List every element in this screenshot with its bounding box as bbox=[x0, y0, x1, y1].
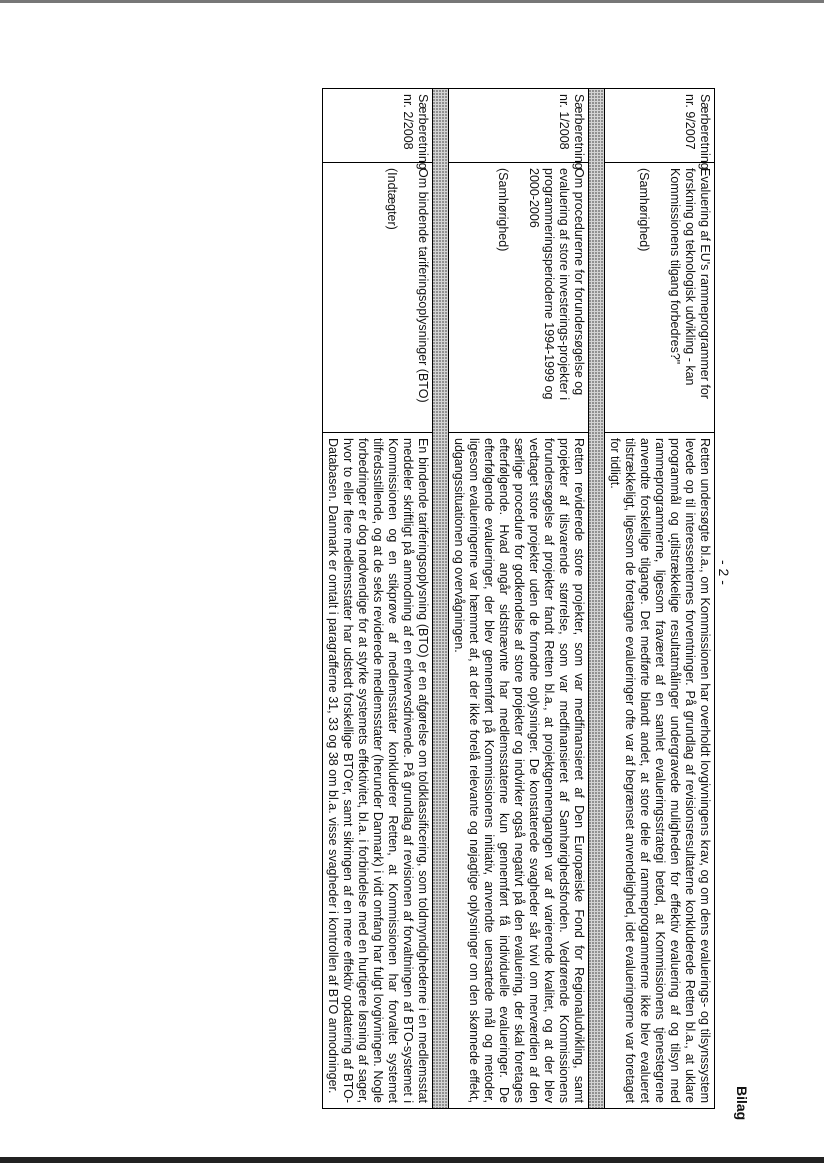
audit-reports-table bbox=[322, 88, 715, 1109]
report-summary: Retten undersøgte bl.a., om Kommissionen har overholdt lovgivningens krav, og om dens evaluerings- og tilsynssystem levede op til interessenternes forventninger. På grundlag af revisionsresultaterne konkluderede Retten bl.a., at uklare programmål og utilstrækkelige resultatmålinger undergravede muligheden for effektiv evaluering af og tilsyn med rammeprogrammerne, ligesom fraværet af en samlet evalueringsstrategi betød, at Kommissionens tjenestegrene anvendte forskellige tilgange. Det medførte blandt andet, at store dele af rammeprogrammerne ikke blev evalueret tilstrækkeligt, ligesom de foretagne evalueringer ofte var af begrænset anvendelighed, idet evalueringerne var foretaget for tidligt. bbox=[605, 433, 715, 1109]
report-title-cell bbox=[323, 163, 433, 433]
table-row bbox=[323, 89, 433, 1109]
report-category: (Indtægter) bbox=[385, 168, 399, 230]
report-title: Om bindende tariferingsoplysninger (BTO) bbox=[416, 168, 430, 403]
report-title: Evaluering af EU's rammeprogrammer for forskning og teknologisk udvikling - kan Kommissionens tilgang forbedres?" bbox=[668, 168, 712, 399]
report-number: Særberetning nr. 9/2007 bbox=[605, 89, 715, 163]
annex-label: Bilag bbox=[734, 1086, 750, 1121]
row-separator bbox=[589, 89, 605, 1109]
report-category: (Samhørighed) bbox=[496, 168, 510, 252]
report-category: (Samhørighed) bbox=[637, 168, 651, 252]
report-number: Særberetning nr. 1/2008 bbox=[449, 89, 589, 163]
page-number: - 2 - bbox=[716, 560, 732, 585]
report-summary: En bindende tariferingsoplysning (BTO) er en afgørelse om toldklassificering, som toldmyndighederne i en medlemsstat meddeler skriftligt på anmodning af en erhvervsdrivende. På grundlag af revisionen af forvaltningen af BTO-systemet i Kommissionen og en stikprøve af medlemsstater konkluderer Retten, at Kommissionen har forvaltet systemet tilfredsstillende, og at de seks reviderede medlemsstater (herunder Danmark) i vidt omfang har fulgt lovgivningen. Nogle forbedringer er dog nødvendige for at styrke systemets effektivitet, bl.a. i forbindelse med en hurtigere løsning af sager, hvor to eller flere medlemsstater har udstedt forskellige BTO'er, samt sikringen af en mere effektiv opdatering af BTO-Databasen. Danmark er omtalt i paragrafferne 31, 33 og 38 om bl.a. visse svagheder i kontrollen af BTO anmodninger. bbox=[323, 433, 433, 1109]
report-number: Særberetning nr. 2/2008 bbox=[323, 89, 433, 163]
row-separator bbox=[433, 89, 449, 1109]
table-row bbox=[449, 89, 589, 1109]
report-summary: Retten reviderede store projekter, som var medfinansieret af Den Europæiske Fond for Regionaludvikling, samt projekter af tilsvarende størrelse, som var medfinansieret af Samhørighedsfonden. Vedrørende Kommissionens forundersøgelse af projekter fandt Retten bl.a., at projektgennemgangen var af varierende kvalitet, og at der blev vedtaget store projekter uden de fornødne oplysninger. De konstaterede svagheder sår tvivl om merværdien af den særlige procedure for godkendelse af store projekter og indvirker også negativt på den evaluering, der skal foretages efterfølgende. Hvad angår sidstnævnte har medlemsstaterne kun gennemført få individuelle evalueringer. De efterfølgende evalueringer, der blev gennemført på Kommissionens initiativ, anvendte uensartede mål og metoder, ligesom evalueringerne var hæmmet af, at der ikke forelå relevante og nøjagtige oplysninger om den skønnede effekt, udgangssituationen og overvågningen. bbox=[449, 433, 589, 1109]
report-title-cell bbox=[449, 163, 589, 433]
table-row bbox=[605, 89, 715, 1109]
report-title: Om procedurerne for forundersøgelse og evaluering af store investerings-projekter i programmeringsperioderne 1994-1999 og 2000-2006 bbox=[527, 168, 586, 401]
report-title-cell bbox=[605, 163, 715, 433]
